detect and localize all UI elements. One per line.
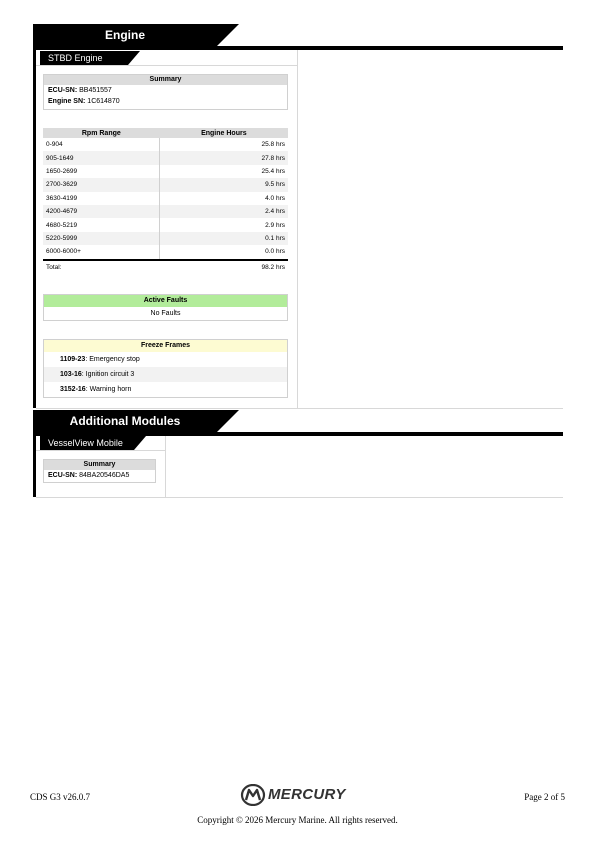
module-ecu-row (44, 470, 155, 481)
rpm-table-row (43, 205, 288, 218)
module-ecu-value: 84BA20546DA5 (79, 472, 130, 479)
engine-hours-cell: 25.4 hrs (160, 165, 288, 178)
rpm-range-cell: 1650-2699 (46, 167, 78, 175)
rpm-table-row (43, 151, 288, 164)
rpm-range-cell: 905-1649 (43, 151, 160, 164)
rpm-table-row (43, 218, 288, 231)
section-bottom-rule (36, 497, 563, 498)
engine-hours-cell: 27.8 hrs (160, 151, 288, 164)
engine-left-bar (33, 50, 36, 408)
engine-sn-value: 1C614870 (87, 98, 120, 105)
subtab-rule (36, 65, 298, 66)
engine-summary-box (43, 74, 288, 110)
banner-wedge (217, 24, 239, 46)
engine-sn-row (44, 96, 287, 107)
summary-header: Summary (44, 460, 155, 470)
engine-hours-cell: 25.8 hrs (160, 138, 288, 151)
active-faults-box (43, 294, 288, 321)
banner-rule (33, 46, 563, 50)
column-divider (297, 50, 298, 408)
rpm-range-cell: 3630-4199 (46, 194, 78, 202)
software-version: CDS G3 v26.0.7 (30, 792, 91, 802)
freeze-frame-desc: : Warning horn (85, 386, 132, 393)
active-faults-header: Active Faults (44, 295, 287, 307)
freeze-frames-box (43, 339, 288, 398)
engine-hours-cell: 0.1 hrs (160, 232, 288, 245)
freeze-frame-code: 1109-23 (60, 356, 86, 363)
subtab-wedge (134, 436, 146, 450)
rpm-range-cell: 4680-5219 (46, 221, 78, 229)
rpm-total-row (43, 260, 288, 274)
freeze-frames-list (44, 352, 287, 397)
rpm-hours-table (43, 128, 288, 274)
freeze-frame-item (44, 352, 287, 367)
engine-hours-cell: 2.4 hrs (160, 205, 288, 218)
freeze-frame-code: 103-16 (60, 371, 82, 378)
column-divider (165, 436, 166, 497)
page-number: Page 2 of 5 (524, 792, 565, 802)
ecu-sn-value: BB451557 (79, 87, 112, 94)
freeze-frames-header: Freeze Frames (44, 340, 287, 352)
engine-hours-cell: 9.5 hrs (160, 178, 288, 191)
engine-hours-cell: 2.9 hrs (160, 218, 288, 231)
freeze-frame-code: 3152-16 (60, 386, 86, 393)
rpm-range-cell: 4200-4679 (43, 205, 160, 218)
stbd-engine-tab[interactable]: STBD Engine (40, 51, 128, 65)
section-bottom-rule (36, 408, 563, 409)
active-faults-text: No Faults (150, 310, 181, 317)
subtab-rule (36, 450, 166, 451)
freeze-frame-desc: : Emergency stop (85, 356, 140, 363)
freeze-frame-desc: : Ignition circuit 3 (81, 371, 135, 378)
mercury-logo (238, 784, 358, 806)
engine-section-banner (33, 24, 563, 48)
total-value: 98.2 hrs (160, 260, 288, 274)
modules-section-title: Additional Modules (33, 410, 217, 432)
rpm-table-row (43, 165, 288, 178)
rpm-table-row (43, 245, 288, 259)
subtab-wedge (128, 51, 140, 65)
rpm-table-row (43, 178, 288, 191)
rpm-range-cell: 2700-3629 (43, 178, 160, 191)
mercury-m-icon (240, 784, 266, 806)
ecu-sn-label: ECU-SN: (48, 87, 78, 94)
rpm-table-row (43, 192, 288, 205)
freeze-frame-item (44, 367, 287, 382)
engine-hours-cell: 4.0 hrs (160, 192, 288, 205)
modules-section-banner (33, 410, 563, 434)
rpm-range-header: Rpm Range (43, 128, 160, 138)
total-label: Total: (43, 260, 160, 274)
mercury-wordmark: MERCURY (268, 786, 346, 803)
engine-hours-cell: 0.0 hrs (160, 245, 288, 259)
module-ecu-label: ECU-SN: (48, 472, 78, 479)
rpm-range-cell: 0-904 (46, 141, 63, 149)
banner-wedge (217, 410, 239, 432)
rpm-table-row (43, 232, 288, 245)
engine-hours-header: Engine Hours (160, 128, 288, 138)
module-summary-box (43, 459, 156, 483)
freeze-frame-item (44, 382, 287, 397)
engine-section-title: Engine (33, 24, 217, 46)
modules-left-bar (33, 436, 36, 497)
rpm-table-row (43, 138, 288, 151)
engine-sn-label: Engine SN: (48, 98, 86, 105)
copyright-notice: Copyright © 2026 Mercury Marine. All rights reserved. (197, 815, 398, 825)
vesselview-mobile-tab[interactable]: VesselView Mobile (40, 436, 134, 450)
rpm-range-cell: 5220-5999 (43, 232, 160, 245)
summary-header: Summary (44, 75, 287, 85)
ecu-sn-row (44, 85, 287, 96)
rpm-range-cell: 6000-6000+ (46, 248, 81, 256)
